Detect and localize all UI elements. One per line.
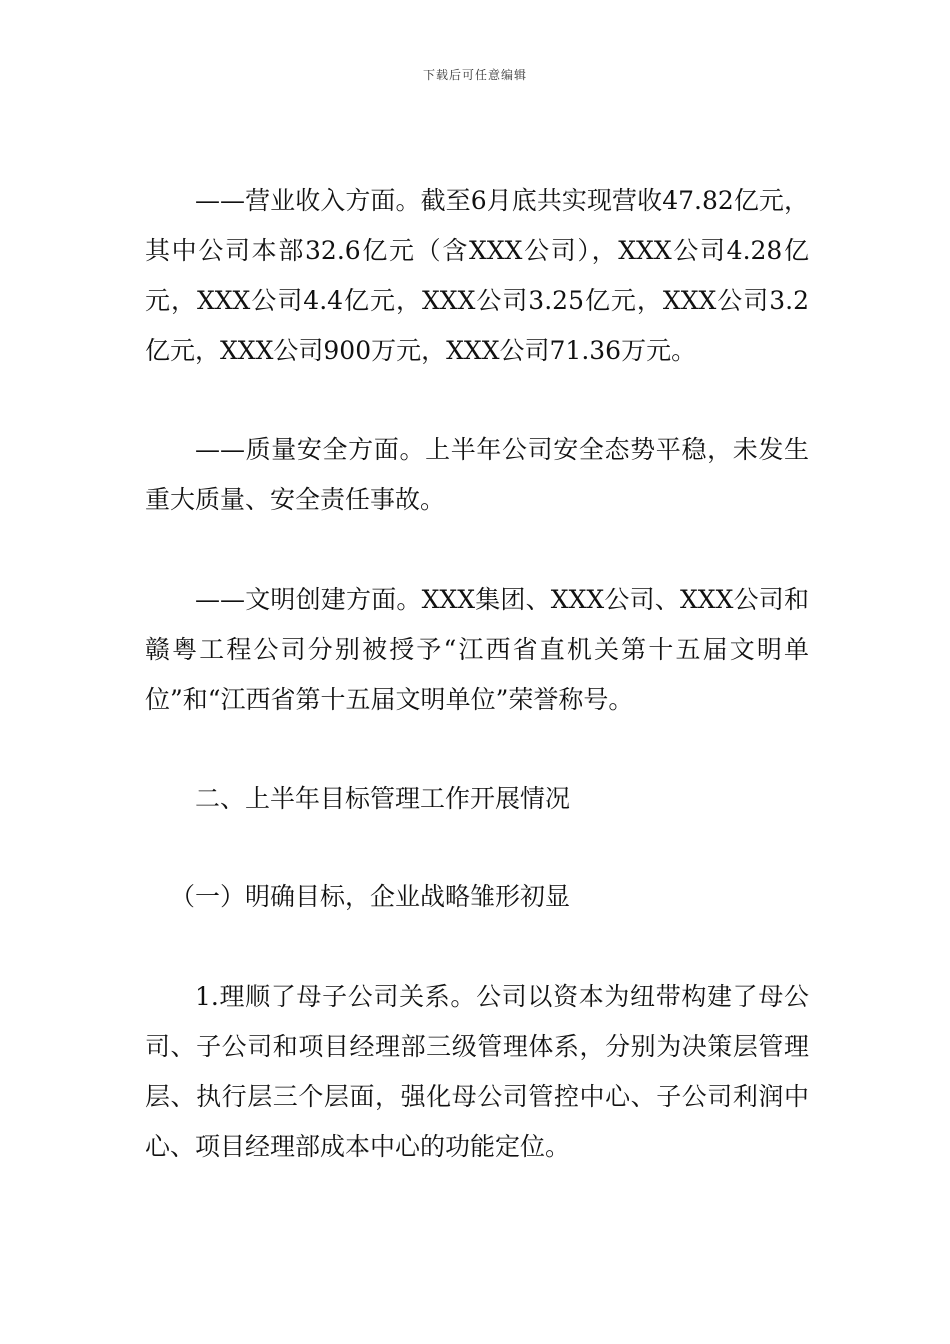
paragraph-parent-subsidiary: 1.理顺了母子公司关系。公司以资本为纽带构建了母公司、子公司和项目经理部三级管理体系，分别为决策层管理层、执行层三个层面，强化母公司管控中心、子公司利润中心、项目经理部成本中心的功能定位。	[145, 982, 809, 1161]
page-header: 下载后可任意编辑	[422, 68, 527, 82]
paragraph-quality-safety: ——质量安全方面。上半年公司安全态势平稳，未发生重大质量、安全责任事故。	[145, 435, 809, 514]
paragraph-revenue: ——营业收入方面。截至6月底共实现营收47.82亿元，其中公司本部32.6亿元（含XXX公司），XXX公司4.28亿元，XXX公司4.4亿元，XXX公司3.25亿元，XXX公司3.2亿元，XXX公司900万元，XXX公司71.36万元。	[145, 186, 809, 365]
section-heading: 二、上半年目标管理工作开展情况	[195, 784, 571, 813]
subsection-heading: （一）明确目标，企业战略雏形初显	[170, 882, 571, 911]
paragraph-civilization: ——文明创建方面。XXX集团、XXX公司、XXX公司和赣粤工程公司分别被授予“江西省直机关第十五届文明单位”和“江西省第十五届文明单位”荣誉称号。	[145, 585, 809, 714]
